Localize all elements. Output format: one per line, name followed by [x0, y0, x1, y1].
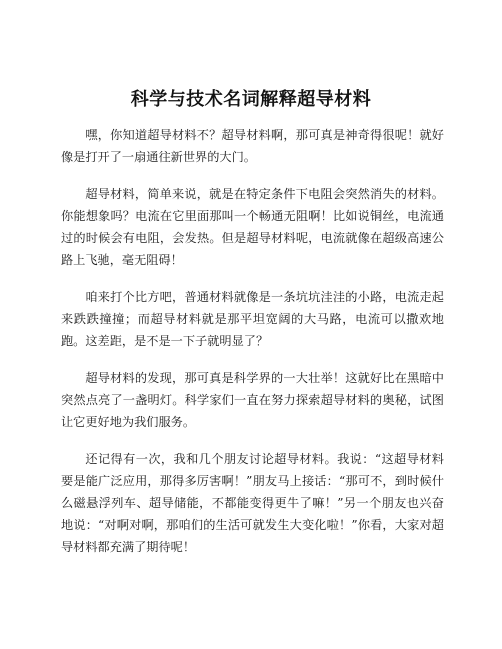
document-body — [61, 124, 444, 573]
paragraph-definition: 超导材料，简单来说，就是在特定条件下电阻会突然消失的材料。你能想象吗？电流在它里面那叫一个畅通无阻啊！比如说铜丝，电流通过的时候会有电阻，会发热。但是超导材料呢，电流就像在超级高速公路上飞驰，毫无阻碍！ — [61, 187, 444, 267]
paragraph-intro: 嘿，你知道超导材料不？超导材料啊，那可真是神奇得很呢！就好像是打开了一扇通往新世界的大门。 — [61, 128, 444, 164]
paragraph-conversation: 还记得有一次，我和几个朋友讨论超导材料。我说：“这超导材料要是能广泛应用，那得多厉害啊！”朋友马上接话：“那可不，到时候什么磁悬浮列车、超导储能，不都能变得更牛了嘛！”另一个朋友也兴奋地说：“对啊对啊，那咱们的生活可就发生大变化啦！”你看，大家对超导材料都充满了期待呢！ — [61, 452, 444, 554]
paragraph-discovery: 超导材料的发现，那可真是科学界的一大壮举！这就好比在黑暗中突然点亮了一盏明灯。科学家们一直在努力探索超导材料的奥秘，试图让它更好地为我们服务。 — [61, 371, 444, 429]
paragraph-analogy: 咱来打个比方吧，普通材料就像是一条坑坑洼洼的小路，电流走起来跌跌撞撞；而超导材料就是那平坦宽阔的大马路，电流可以撒欢地跑。这差距，是不是一下子就明显了？ — [61, 290, 444, 348]
document-title: 科学与技术名词解释超导材料 — [130, 89, 372, 110]
